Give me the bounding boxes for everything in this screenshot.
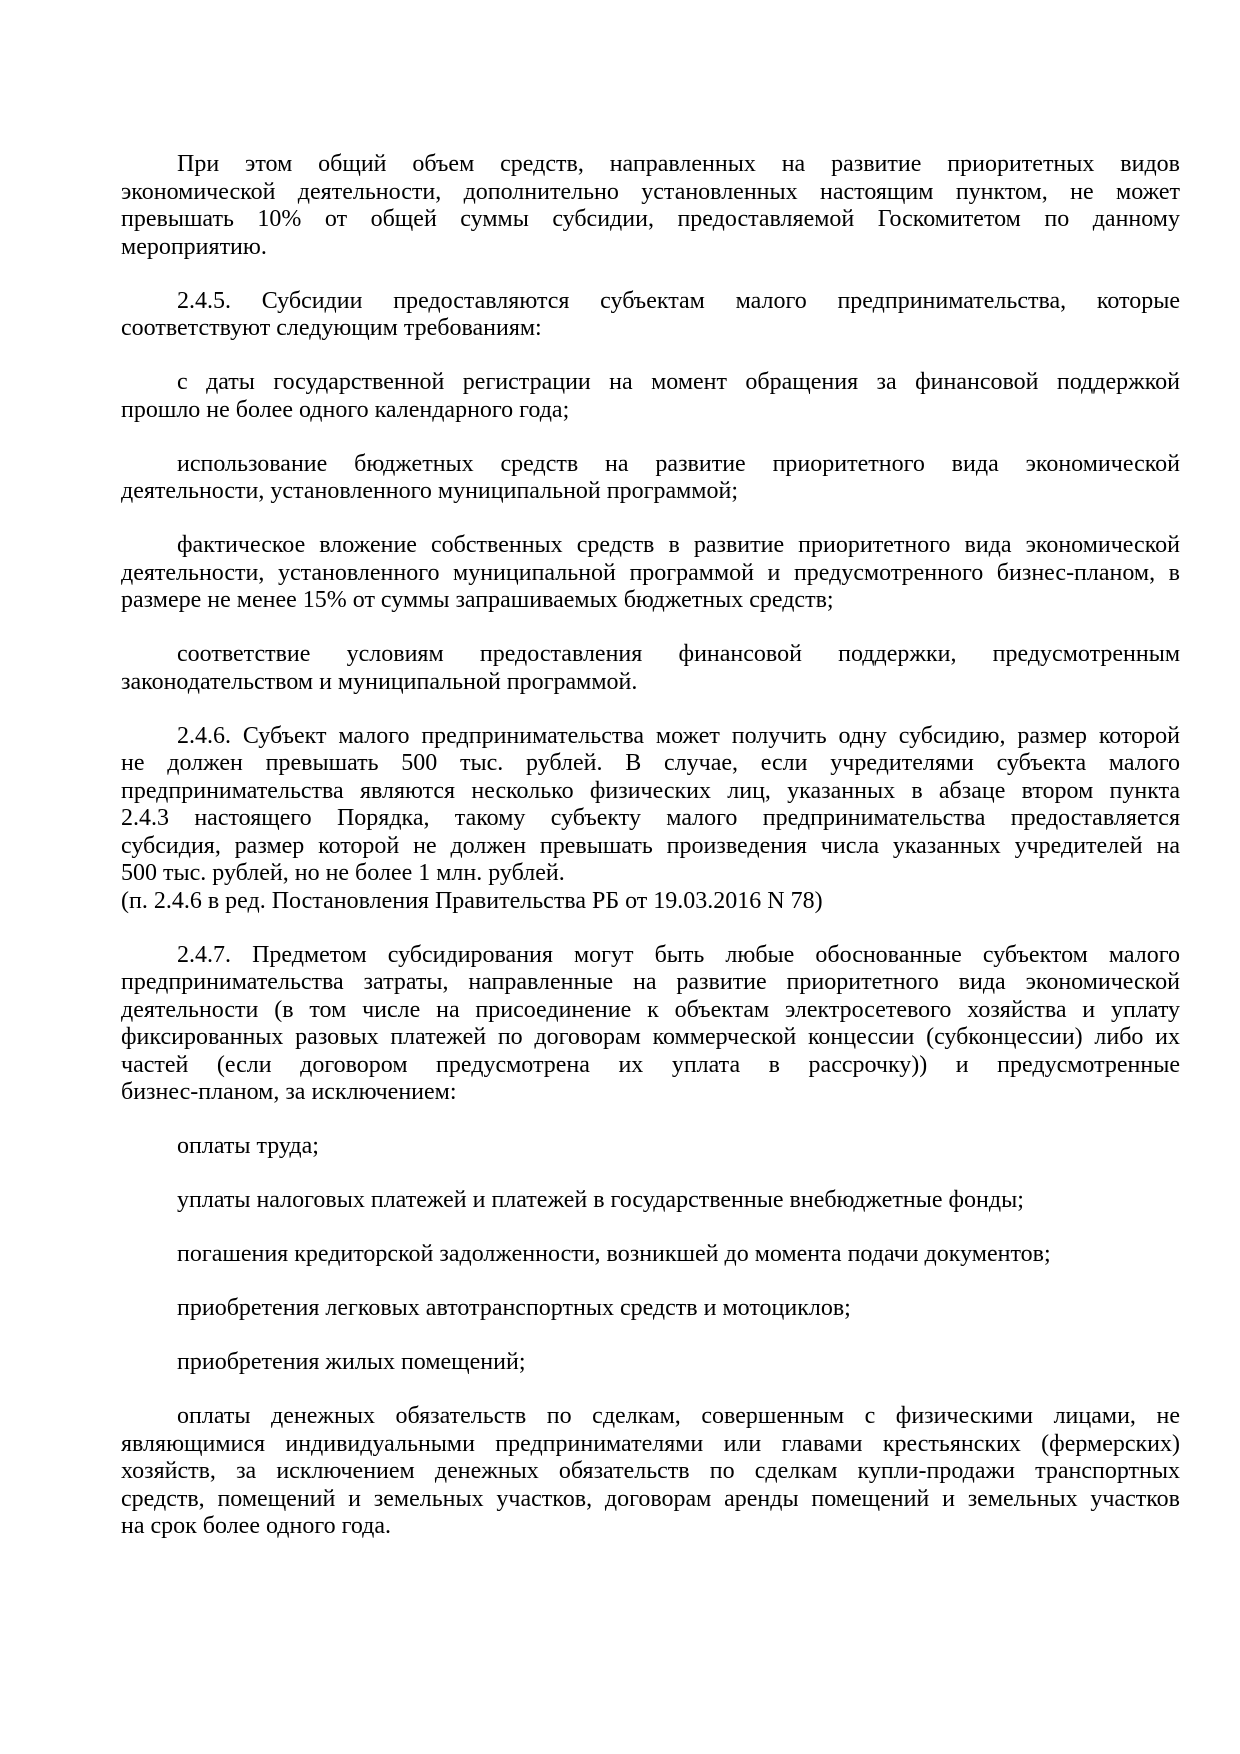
text-line: превышать 10% от общей суммы субсидии, предоставляемой Госкомитетом по данному: [121, 206, 1180, 232]
text-line: предпринимательства затраты, направленные на развитие приоритетного вида экономической: [121, 969, 1180, 995]
text-line: хозяйств, за исключением денежных обязательств по сделкам купли-продажи транспортных: [121, 1458, 1180, 1484]
paragraph: [121, 532, 1180, 615]
paragraph: [121, 1187, 1180, 1215]
text-line: фиксированных разовых платежей по договорам коммерческой концессии (субконцессии) либо их: [121, 1024, 1180, 1050]
text-line: оплаты труда;: [177, 1133, 319, 1159]
text-line: размере не менее 15% от суммы запрашиваемых бюджетных средств;: [121, 587, 834, 613]
text-line: средств, помещений и земельных участков, договорам аренды помещений и земельных участков: [121, 1485, 1180, 1512]
paragraph: [121, 1403, 1180, 1541]
text-line: 2.4.3 настоящего Порядка, такому субъекту малого предпринимательства предоставляется: [121, 805, 1180, 831]
text-line: При этом общий объем средств, направленных на развитие приоритетных видов: [177, 151, 1180, 177]
text-line: 2.4.5. Субсидии предоставляются субъектам малого предпринимательства, которые: [177, 287, 1180, 314]
text-line: на срок более одного года.: [121, 1513, 392, 1539]
document-page: [121, 151, 1180, 1541]
text-line: приобретения жилых помещений;: [177, 1349, 526, 1375]
text-line: уплаты налоговых платежей и платежей в государственные внебюджетные фонды;: [177, 1187, 1024, 1213]
paragraph: [121, 1133, 1180, 1161]
paragraph: [121, 942, 1180, 1107]
text-line: субсидия, размер которой не должен превышать произведения числа указанных учредителей на: [121, 832, 1180, 859]
paragraph: [121, 1241, 1180, 1269]
text-line: 500 тыс. рублей, но не более 1 млн. рублей.: [121, 860, 565, 886]
paragraph: [121, 151, 1180, 261]
text-line: экономической деятельности, дополнительно установленных настоящим пунктом, не может: [121, 178, 1180, 205]
paragraph: [121, 1349, 1180, 1377]
text-line: мероприятию.: [121, 233, 267, 260]
paragraph: [121, 723, 1180, 888]
text-line: являющимися индивидуальными предпринимателями или главами крестьянских (фермерских): [121, 1430, 1180, 1457]
paragraph: [121, 451, 1180, 506]
text-line: законодательством и муниципальной программой.: [121, 668, 638, 695]
text-line: не должен превышать 500 тыс. рублей. В случае, если учредителями субъекта малого: [121, 750, 1180, 776]
text-line: 2.4.6. Субъект малого предпринимательства может получить одну субсидию, размер которой: [177, 722, 1180, 749]
text-line: деятельности, установленного муниципальной программой и предусмотренного бизнес-планом, в: [121, 559, 1180, 586]
text-line: (п. 2.4.6 в ред. Постановления Правительства РБ от 19.03.2016 N 78): [121, 887, 823, 914]
text-line: частей (если договором предусмотрена их уплата в рассрочку)) и предусмотренные: [121, 1051, 1180, 1078]
text-line: прошло не более одного календарного года;: [121, 396, 570, 423]
text-line: 2.4.7. Предметом субсидирования могут быть любые обоснованные субъектом малого: [177, 941, 1180, 968]
text-line: деятельности (в том числе на присоединение к объектам электросетевого хозяйства и уплату: [121, 996, 1180, 1023]
text-line: соответствуют следующим требованиям:: [121, 315, 542, 341]
text-line: бизнес-планом, за исключением:: [121, 1079, 457, 1105]
text-line: деятельности, установленного муниципальной программой;: [121, 478, 739, 504]
text-line: с даты государственной регистрации на момент обращения за финансовой поддержкой: [177, 369, 1180, 395]
text-line: оплаты денежных обязательств по сделкам, совершенным с физическими лицами, не: [177, 1403, 1180, 1429]
text-line: предпринимательства являются несколько физических лиц, указанных в абзаце втором пункта: [121, 777, 1180, 804]
text-line: погашения кредиторской задолженности, возникшей до момента подачи документов;: [177, 1241, 1051, 1267]
paragraph: [121, 369, 1180, 424]
text-line: соответствие условиям предоставления финансовой поддержки, предусмотренным: [177, 641, 1180, 667]
amendment-note: [121, 888, 1180, 916]
paragraph: [121, 641, 1180, 696]
paragraph: [121, 1295, 1180, 1323]
text-line: приобретения легковых автотранспортных средств и мотоциклов;: [177, 1295, 851, 1321]
text-line: фактическое вложение собственных средств в развитие приоритетного вида экономической: [177, 532, 1180, 558]
text-line: использование бюджетных средств на развитие приоритетного вида экономической: [177, 450, 1180, 477]
paragraph: [121, 288, 1180, 343]
